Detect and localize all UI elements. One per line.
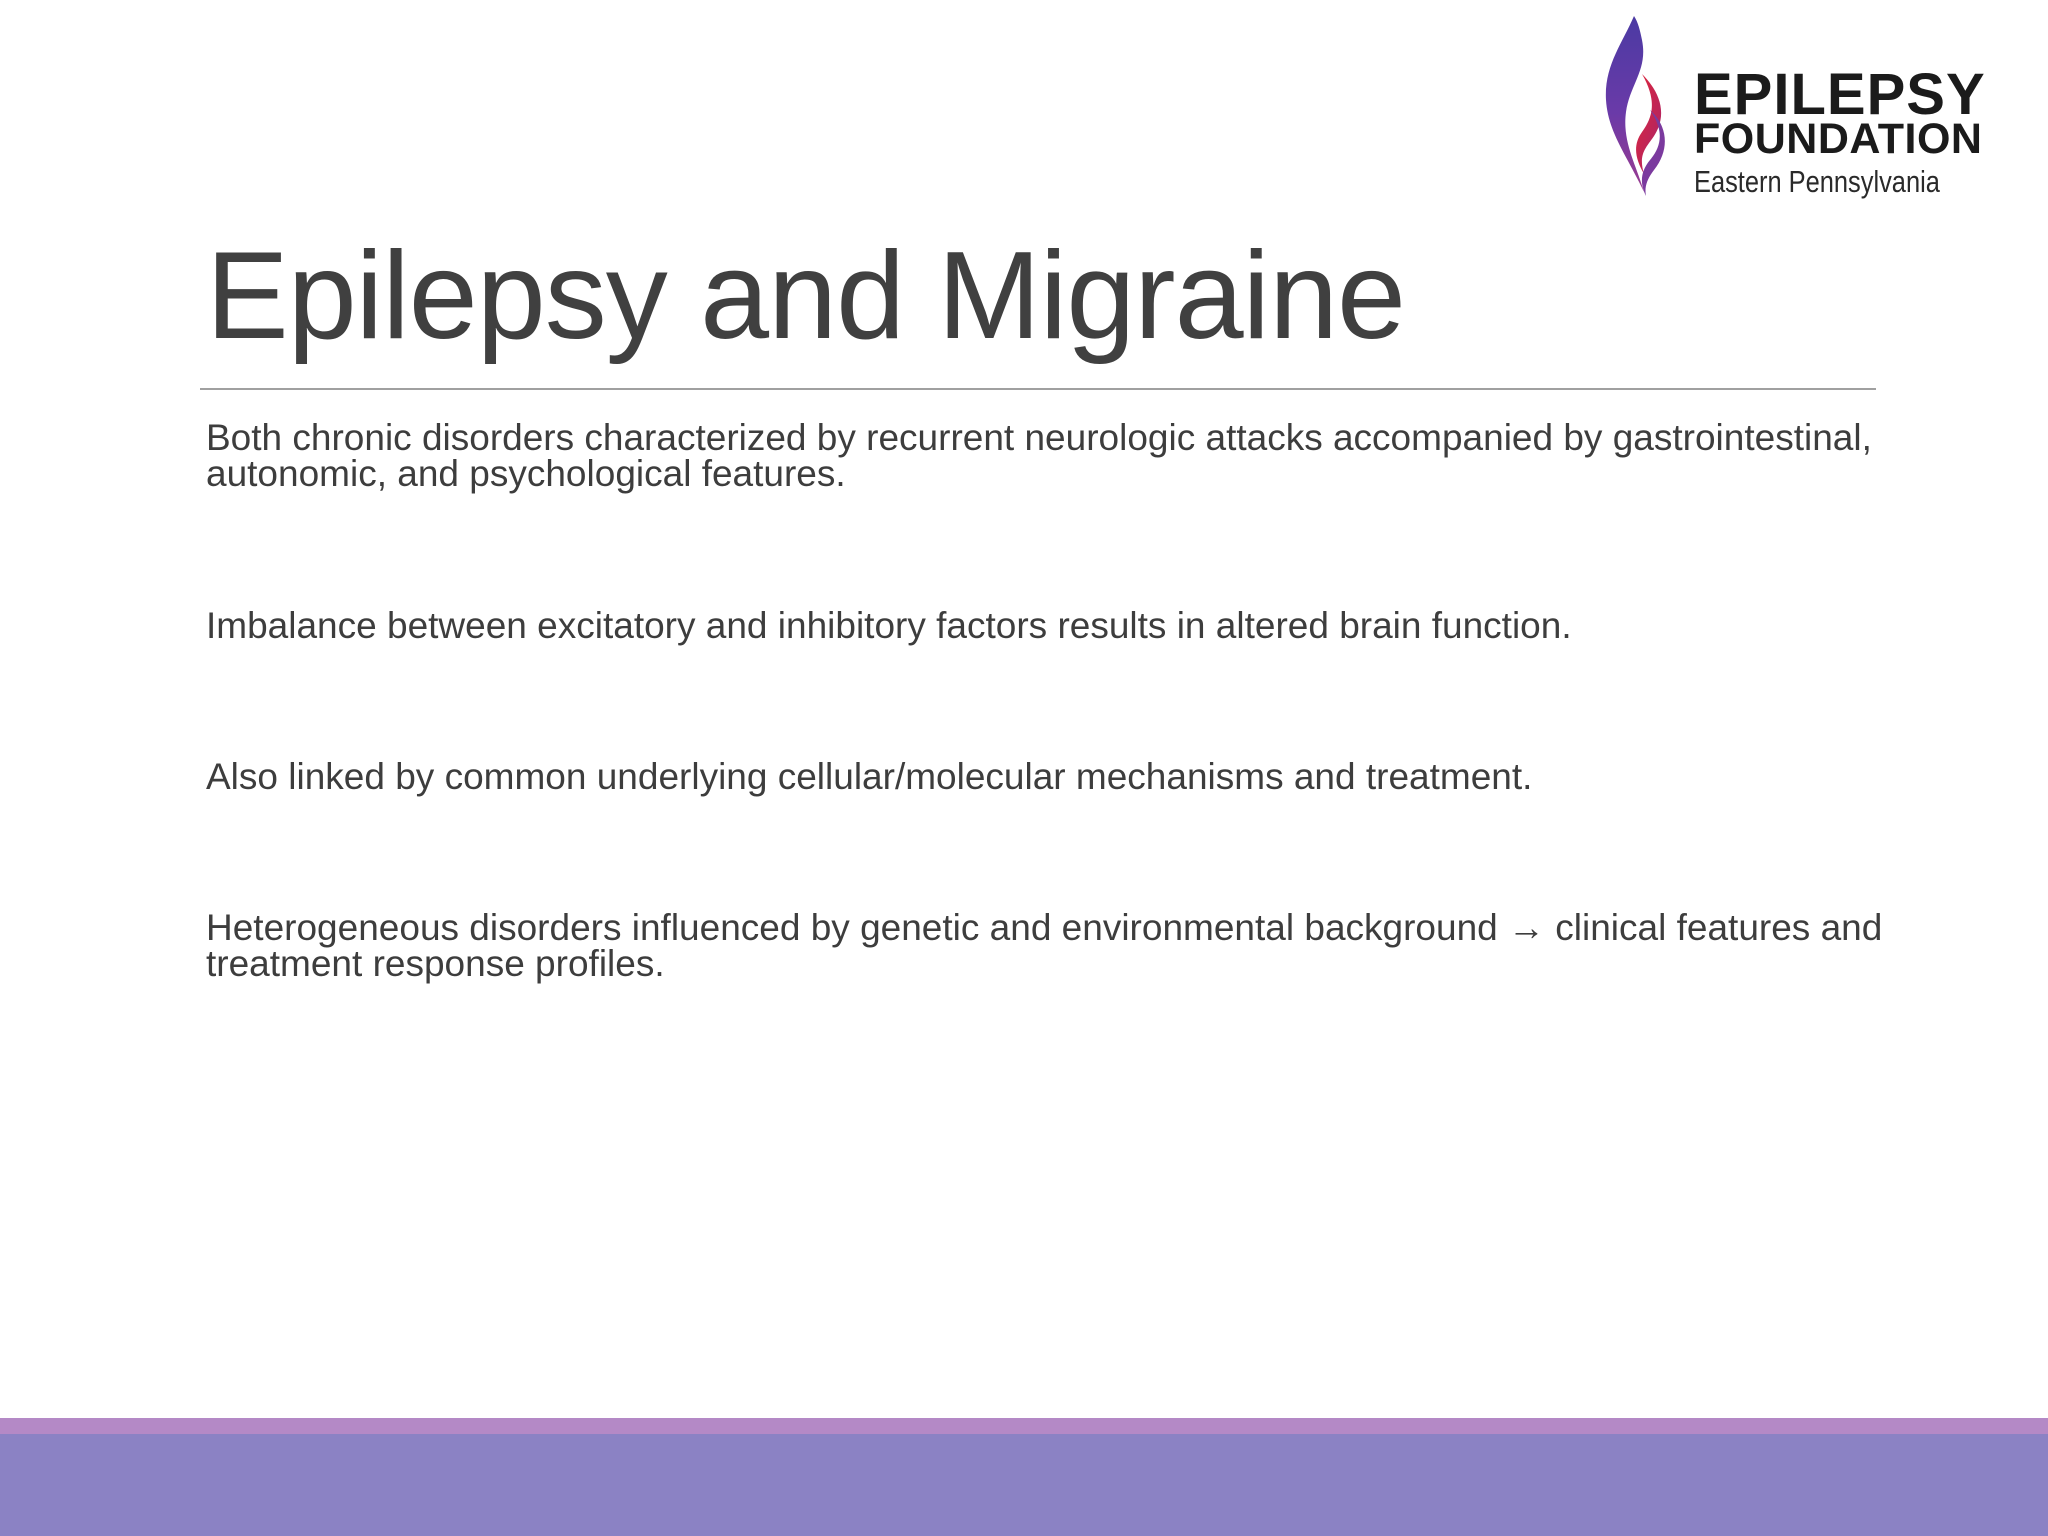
- slide-title: Epilepsy and Migraine: [206, 227, 1406, 365]
- title-divider: [200, 388, 1876, 390]
- logo-text-epilepsy: EPILEPSY: [1694, 62, 1986, 127]
- epilepsy-foundation-logo: [1592, 14, 2012, 200]
- logo-text-region: Eastern Pennsylvania: [1694, 164, 1940, 199]
- bullet-item: Heterogeneous disorders influenced by genetic and environmental background → clinical features and treatment response profiles.: [206, 907, 1883, 984]
- bullet-item: Also linked by common underlying cellular/molecular mechanisms and treatment.: [206, 756, 1533, 797]
- footer-band-top: [0, 1418, 2048, 1434]
- logo-text-foundation: FOUNDATION: [1694, 115, 1983, 163]
- bullet-item: Imbalance between excitatory and inhibitory factors results in altered brain function.: [206, 605, 1572, 646]
- flame-ribbon-icon: [1592, 14, 1692, 200]
- footer-band: [0, 1434, 2048, 1536]
- bullet-item: Both chronic disorders characterized by recurrent neurologic attacks accompanied by gastrointestinal, autonomic, and psychological features.: [206, 417, 1872, 494]
